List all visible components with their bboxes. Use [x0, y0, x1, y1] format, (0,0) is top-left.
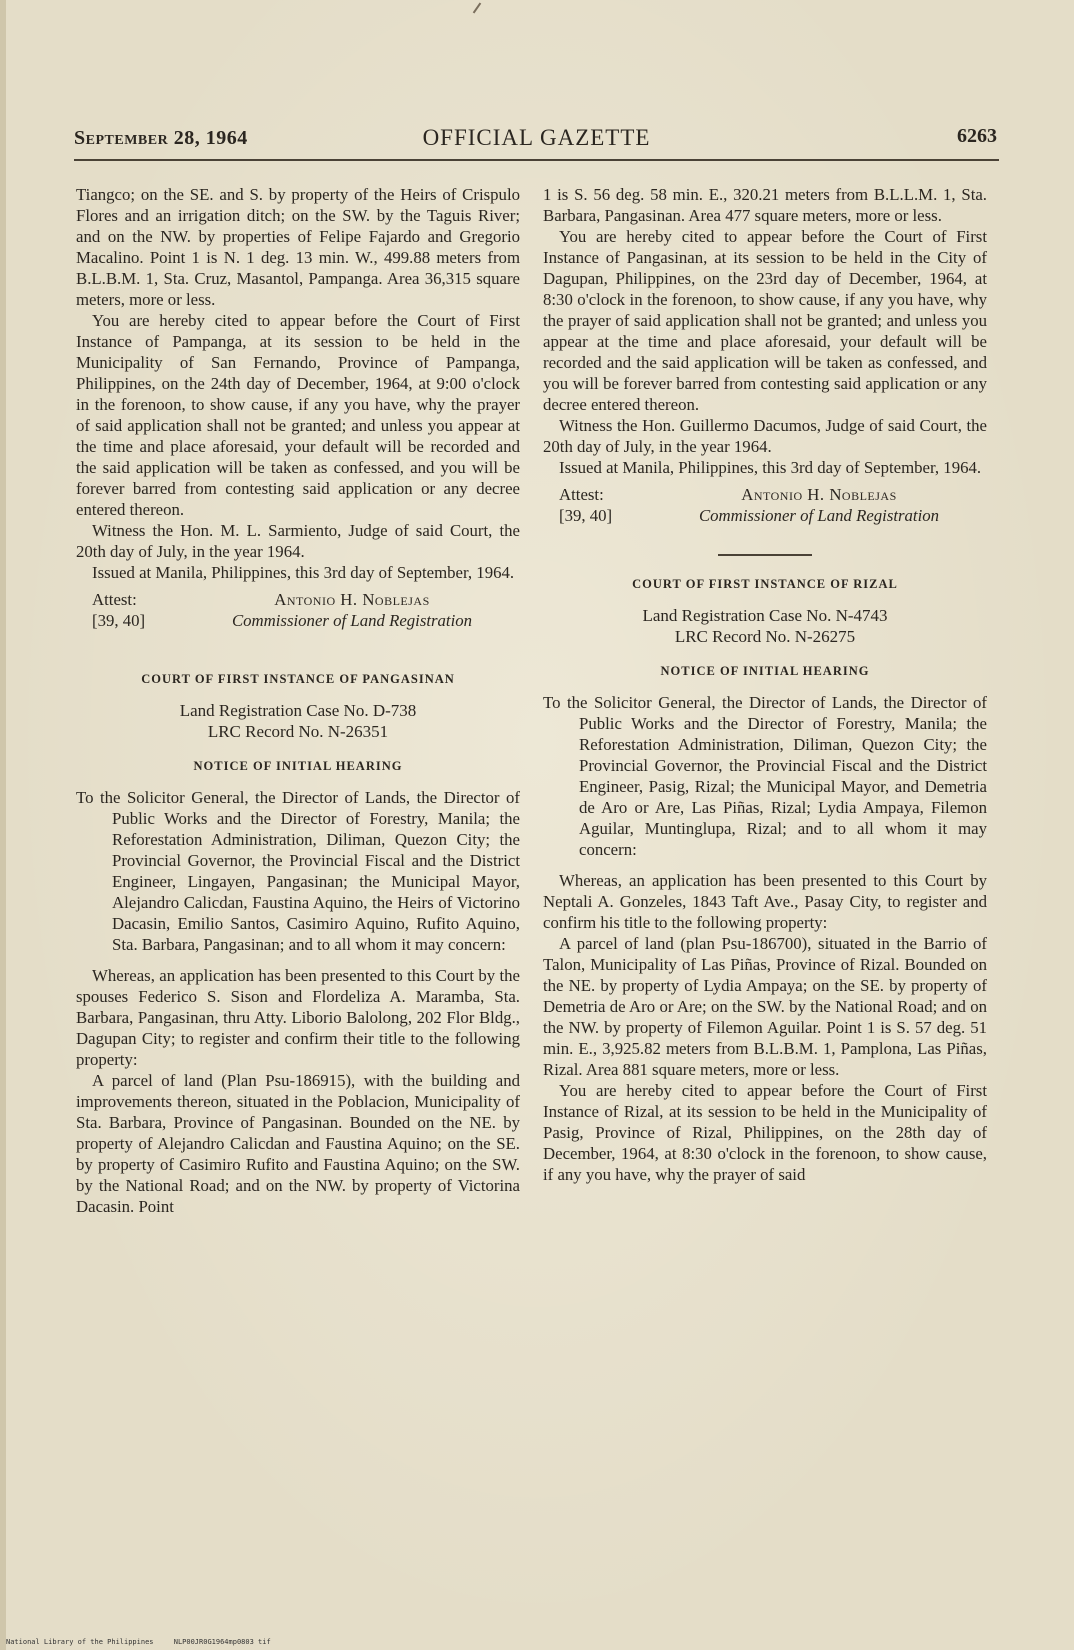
paragraph: Tiangco; on the SE. and S. by property of the Heirs of Crispulo Flores and an irrigation ditch; on the SW. by the Taguis River; and on the NW. by properties of Felipe Fajardo and Gregorio Macalino. Point 1 is N. 1 deg. 13 min. W., 499.88 meters from B.L.B.M. 1, Sta. Cruz, Masantol, Pampanga. Area 36,315 square meters, more or less.	[76, 185, 520, 309]
attest-label: Attest:	[92, 590, 137, 609]
footer-file: NLP00JR0G1964mp0803 tif	[173, 1638, 271, 1646]
attest-ref: [39, 40]	[92, 611, 146, 630]
header-title: OFFICIAL GAZETTE	[422, 125, 651, 150]
paragraph: You are hereby cited to appear before the Court of First Instance of Pangasinan, at its session to be held in the City of Dagupan, Philippines, on the 23rd day of December, 1964, at 8:30 o'clock in the forenoon, to show cause, if any you have, why the prayer of said application shall not be granted; and unless you appear at the time and place aforesaid, your default will be recorded and the said application will be taken as confessed, and you will be forever barred from contesting said application or any decree entered thereon.	[543, 227, 987, 414]
addressees: To the Solicitor General, the Director of Lands, the Director of Public Works and the Director of Forestry, Manila; the Reforestation Administration, Diliman, Quezon City; the Provincial Governor, the Provincial Fiscal and the District Engineer, Lingayen, Pangasinan; the Municipal Mayor, Alejandro Calicdan, Faustina Aquino, the Heirs of Victorino Dacasin, Emilio Santos, Casimiro Aquino, Rufito Aquino, Sta. Barbara, Pangasinan; and to all whom it may concern:	[76, 788, 520, 954]
attest-role: Commissioner of Land Registration	[698, 506, 940, 525]
attest-labels	[76, 589, 184, 631]
paragraph: Whereas, an application has been presented to this Court by Neptali A. Gonzeles, 1843 Taft Ave., Pasay City, to register and confirm his title to the following property:	[543, 871, 987, 932]
paragraph: Issued at Manila, Philippines, this 3rd day of September, 1964.	[559, 458, 982, 477]
attestation	[543, 484, 987, 526]
attest-name: Antonio H. Noblejas	[274, 590, 430, 609]
ink-mark	[473, 3, 482, 14]
right-column	[543, 184, 987, 1185]
notice-heading: NOTICE OF INITIAL HEARING	[193, 759, 403, 773]
case-number: Land Registration Case No. N-4743	[642, 606, 888, 625]
paragraph: 1 is S. 56 deg. 58 min. E., 320.21 meters from B.L.L.M. 1, Sta. Barbara, Pangasinan. Area 477 square meters, more or less.	[543, 185, 987, 225]
left-column	[76, 184, 520, 1217]
page-edge	[0, 0, 6, 1650]
paragraph: You are hereby cited to appear before the Court of First Instance of Rizal, at its session to be held in the Municipality of Pasig, Province of Rizal, Philippines, on the 28th day of December, 1964, at 8:30 o'clock in the forenoon, to show cause, if any you have, why the prayer of said	[543, 1081, 987, 1184]
record-number: LRC Record No. N-26275	[674, 627, 856, 646]
section-divider	[718, 554, 812, 556]
case-number: Land Registration Case No. D-738	[179, 701, 417, 720]
attest-signature	[651, 484, 987, 526]
attest-label: Attest:	[559, 485, 604, 504]
attest-role: Commissioner of Land Registration	[231, 611, 473, 630]
attest-name: Antonio H. Noblejas	[741, 485, 897, 504]
scan-footer	[6, 1638, 287, 1646]
footer-library: National Library of the Philippines	[6, 1638, 154, 1646]
paragraph: A parcel of land (plan Psu-186700), situated in the Barrio of Talon, Municipality of Las Piñas, Province of Rizal. Bounded on the NE. by property of Lydia Ampaya; on the SE. by property of Demetria de Aro or Are; on the SW. by the National Road; and on the NW. by property of Filemon Aguilar. Point 1 is S. 57 deg. 51 min. E., 3,925.82 meters from B.L.B.M. 1, Pamplona, Las Piñas, Rizal. Area 881 square meters, more or less.	[543, 934, 987, 1079]
paragraph: Witness the Hon. M. L. Sarmiento, Judge of said Court, the 20th day of July, in the year 1964.	[76, 521, 520, 561]
court-heading: COURT OF FIRST INSTANCE OF PANGASINAN	[141, 672, 455, 686]
attest-ref: [39, 40]	[559, 506, 613, 525]
attest-signature	[184, 589, 520, 631]
record-number: LRC Record No. N-26351	[207, 722, 389, 741]
addressees: To the Solicitor General, the Director of Lands, the Director of Public Works and the Director of Forestry, Manila; the Reforestation Administration, Diliman, Quezon City; the Provincial Governor, the Provincial Fiscal and the District Engineer, Pasig, Rizal; the Municipal Mayor, and Demetria de Aro or Are, Las Piñas, Rizal; Lydia Ampaya, Filemon Aguilar, Muntinglupa, Rizal; and to all whom it may concern:	[543, 693, 987, 859]
attestation	[76, 589, 520, 631]
header-date: September 28, 1964	[74, 127, 248, 149]
paragraph: Whereas, an application has been presented to this Court by the spouses Federico S. Sison and Flordeliza A. Maramba, Sta. Barbara, Pangasinan, thru Atty. Liborio Balolong, 202 Flor Bldg., Dagupan City; to register and confirm their title to the following property:	[76, 966, 520, 1069]
notice-heading: NOTICE OF INITIAL HEARING	[660, 664, 870, 678]
paragraph: A parcel of land (Plan Psu-186915), with the building and improvements thereon, situated in the Poblacion, Municipality of Sta. Barbara, Province of Pangasinan. Bounded on the NE. by property of Alejandro Calicdan and Faustina Aquino; on the SE. by property of Casimiro Rufito and Faustina Aquino; on the SW. by the National Road; and on the NW. by property of Victorina Dacasin. Point	[76, 1071, 520, 1216]
paragraph: Issued at Manila, Philippines, this 3rd day of September, 1964.	[92, 563, 515, 582]
page-header	[74, 125, 999, 161]
attest-labels	[543, 484, 651, 526]
paragraph: You are hereby cited to appear before the Court of First Instance of Pampanga, at its session to be held in the Municipality of San Fernando, Province of Pampanga, Philippines, on the 24th day of December, 1964, at 9:00 o'clock in the forenoon, to show cause, if any you have, why the prayer of said application shall not be granted; and unless you appear at the time and place aforesaid, your default will be recorded and the said application will be taken as confessed, and you will be forever barred from contesting said application or any decree entered thereon.	[76, 311, 520, 519]
paragraph: Witness the Hon. Guillermo Dacumos, Judge of said Court, the 20th day of July, in the year 1964.	[543, 416, 987, 456]
court-heading: COURT OF FIRST INSTANCE OF RIZAL	[632, 577, 898, 591]
header-page-number: 6263	[957, 125, 997, 147]
